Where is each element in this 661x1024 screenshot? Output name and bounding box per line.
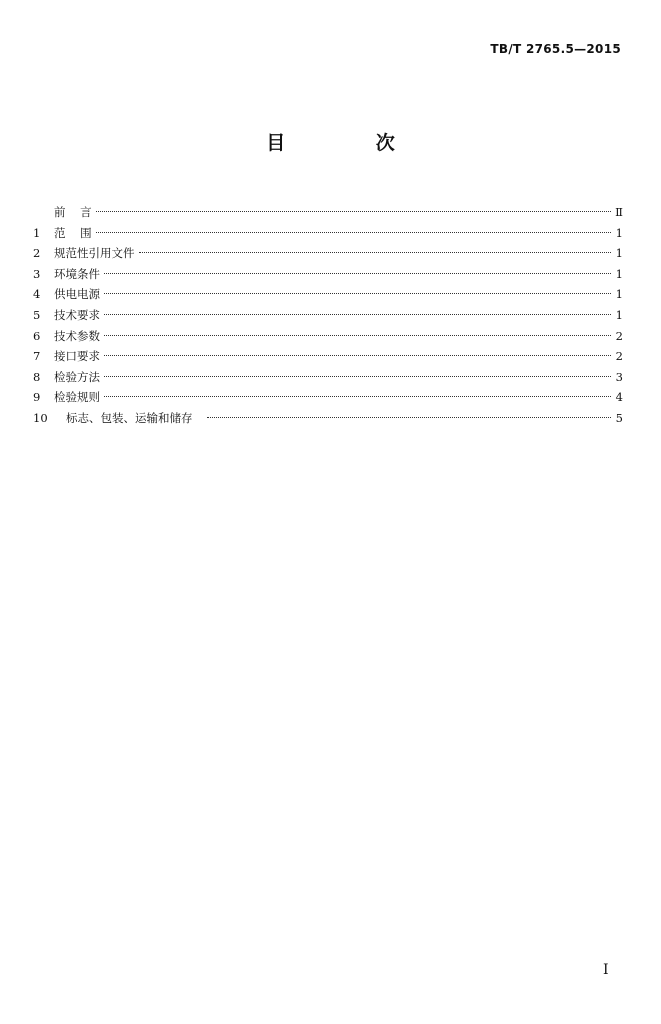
dot-leader [104,335,611,336]
dot-leader [139,252,612,253]
toc-number: 9 [33,390,41,405]
toc-label: 规范性引用文件 [54,246,135,261]
toc-page: 1 [615,266,623,281]
toc-page: 1 [615,307,623,322]
toc-entry-test-methods[interactable] [33,367,623,388]
toc-page: 1 [615,246,623,261]
toc-label: 前 言 [54,205,92,219]
toc-number: 3 [33,266,41,281]
toc-entry-scope[interactable] [33,223,623,244]
toc-label: 供电电源 [54,287,100,302]
toc-number: 8 [33,369,41,384]
table-of-contents [33,202,623,429]
toc-page: 4 [615,390,623,405]
toc-number: 1 [33,225,41,240]
dot-leader [104,355,611,356]
toc-number: 4 [33,287,41,302]
dot-leader [104,273,611,274]
dot-leader [207,417,612,418]
toc-label: 接口要求 [54,349,100,364]
toc-label: 标志、包装、运输和储存 [66,410,193,425]
toc-label: 范 围 [54,225,92,240]
toc-label: 检验方法 [54,369,100,384]
toc-page: 1 [615,287,623,302]
toc-entry-normative-references[interactable] [33,243,623,264]
toc-label: 技术要求 [54,307,100,322]
toc-page: Ⅱ [615,205,623,219]
dot-leader [104,293,611,294]
toc-number: 6 [33,328,41,343]
toc-number: 2 [33,246,41,261]
toc-entry-technical-parameters[interactable] [33,326,623,347]
toc-entry-technical-requirements[interactable] [33,305,623,326]
toc-page: 1 [615,225,623,240]
toc-entry-marking-packaging[interactable] [33,408,623,429]
toc-label: 技术参数 [54,328,100,343]
toc-page: 2 [615,349,623,364]
dot-leader [96,232,611,233]
toc-entry-inspection-rules[interactable] [33,387,623,408]
toc-entry-foreword[interactable] [33,202,623,223]
toc-entry-power-supply[interactable] [33,284,623,305]
dot-leader [104,376,611,377]
toc-entry-environmental-conditions[interactable] [33,264,623,285]
dot-leader [104,314,611,315]
dot-leader [96,211,611,212]
dot-leader [104,396,611,397]
toc-page: 2 [615,328,623,343]
toc-page: 3 [615,369,623,384]
toc-number: 10 [33,410,48,425]
page-number: I [603,962,609,978]
page-title: 目 次 [266,132,437,154]
standard-code: TB/T 2765.5—2015 [490,42,621,56]
toc-label: 检验规则 [54,390,100,405]
toc-page: 5 [615,410,623,425]
toc-entry-interface-requirements[interactable] [33,346,623,367]
toc-number: 7 [33,349,41,364]
toc-label: 环境条件 [54,266,100,281]
toc-number: 5 [33,307,41,322]
